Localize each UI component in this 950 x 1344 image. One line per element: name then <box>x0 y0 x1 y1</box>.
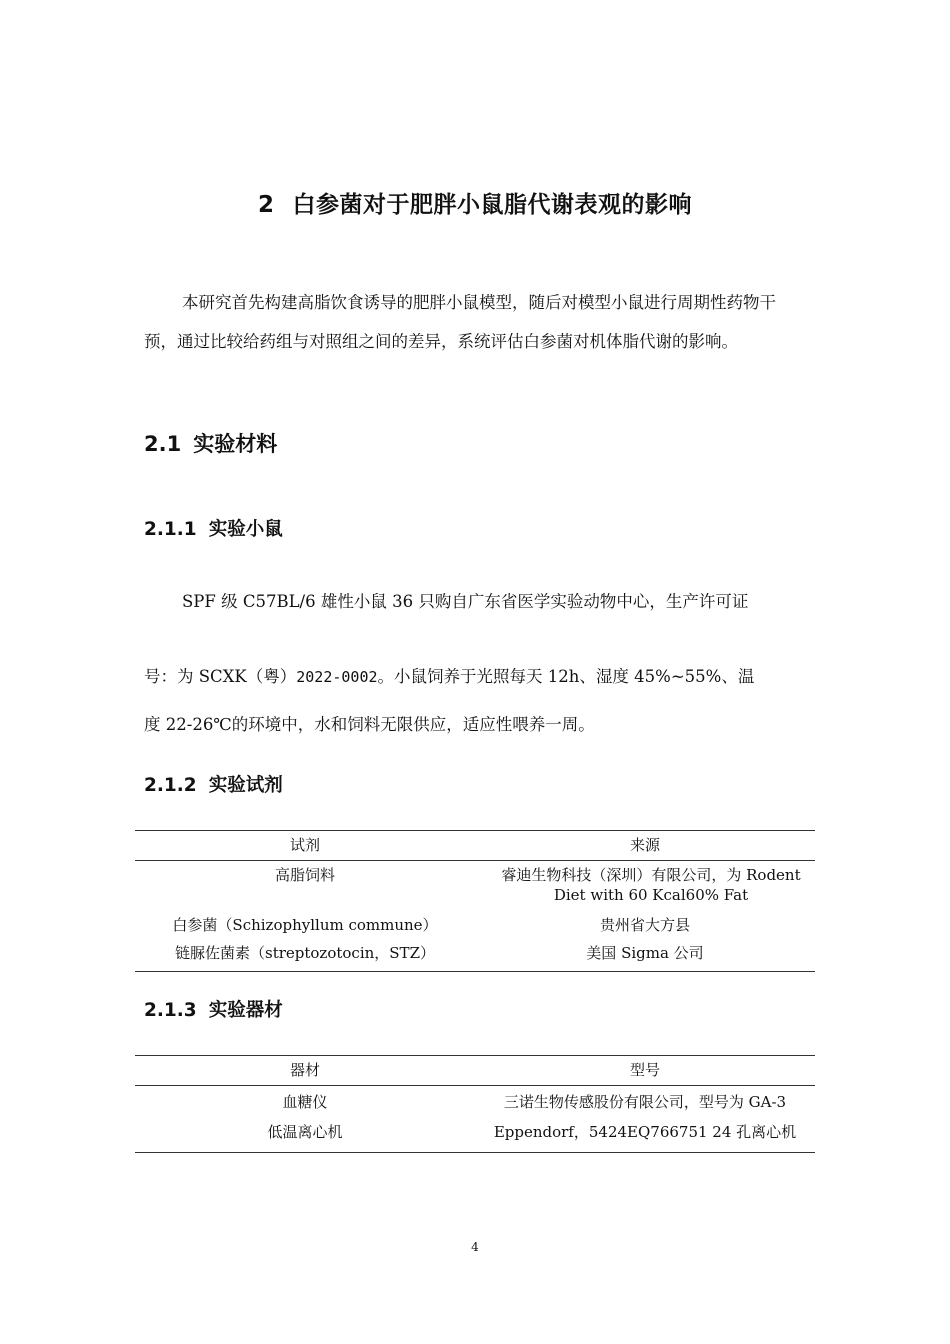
table-cell: 美国 Sigma 公司 <box>586 944 704 962</box>
table-cell: 低温离心机 <box>267 1123 343 1141</box>
section-number: 2.1.3 <box>144 1000 197 1021</box>
table-cell: 高脂饲料 <box>274 866 335 884</box>
table-row <box>135 939 815 972</box>
section-heading-2-1-3 <box>144 996 283 1022</box>
table-cell: Eppendorf，5424EQ766751 24 孔离心机 <box>493 1123 797 1141</box>
table-header-cell: 来源 <box>475 831 815 861</box>
table-cell: 贵州省大方县 <box>599 916 690 934</box>
chapter-number: 2 <box>257 192 275 218</box>
mice-paragraph-line-2 <box>144 663 754 687</box>
section-title: 实验材料 <box>193 432 278 456</box>
chapter-title <box>0 186 950 219</box>
section-heading-2-1-1 <box>144 515 283 541</box>
section-heading-2-1-2 <box>144 771 283 797</box>
table-header-cell: 器材 <box>135 1056 475 1086</box>
table-header-row <box>135 831 815 861</box>
table-header-cell: 试剂 <box>135 831 475 861</box>
table-cell: 白参菌（Schizophyllum commune） <box>172 916 438 934</box>
section-title: 实验器材 <box>208 1000 283 1021</box>
license-code: 2022-0002 <box>296 668 378 686</box>
supplier-name: 广东省医学实验动物中心 <box>467 592 650 611</box>
table-cell: 血糖仪 <box>282 1093 328 1111</box>
section-number: 2.1.2 <box>144 775 197 796</box>
table-cell: 链脲佐菌素（streptozotocin，STZ） <box>175 944 435 962</box>
table-header-cell: 型号 <box>475 1056 815 1086</box>
mice-paragraph-line-3: 度 22-26℃的环境中，水和饲料无限供应，适应性喂养一周。 <box>144 715 595 734</box>
table-row <box>135 1086 815 1117</box>
mice-paragraph-line-1 <box>182 588 748 612</box>
text-span: 。小鼠饲养于光照每天 12h、湿度 45%~55%、温 <box>377 667 755 686</box>
reagents-table <box>135 830 815 972</box>
equipment-table <box>135 1055 815 1153</box>
text-span: ，生产许可证 <box>649 592 749 611</box>
text-span: SPF 级 C57BL/6 雄性小鼠 36 只购自 <box>182 592 468 611</box>
section-title: 实验试剂 <box>208 775 283 796</box>
table-row <box>135 861 815 910</box>
table-cell: 三诺生物传感股份有限公司，型号为 GA-3 <box>503 1093 787 1111</box>
section-title: 实验小鼠 <box>208 519 283 540</box>
text-span: 号：为 SCXK（粤） <box>144 667 297 686</box>
section-number: 2.1 <box>144 432 182 456</box>
table-header-row <box>135 1056 815 1086</box>
section-number: 2.1.1 <box>144 519 197 540</box>
table-cell: 睿迪生物科技（深圳）有限公司，为 Rodent Diet with 60 Kcal60% Fat <box>501 866 801 904</box>
intro-paragraph: 本研究首先构建高脂饮食诱导的肥胖小鼠模型，随后对模型小鼠进行周期性药物干预，通过比较给药组与对照组之间的差异，系统评估白参菌对机体脂代谢的影响。 <box>144 293 776 351</box>
section-heading-2-1 <box>144 428 277 458</box>
page-number: 4 <box>471 1240 479 1254</box>
table-row <box>135 1116 815 1153</box>
table-row <box>135 909 815 939</box>
chapter-title-text: 白参菌对于肥胖小鼠脂代谢表观的影响 <box>292 192 692 218</box>
